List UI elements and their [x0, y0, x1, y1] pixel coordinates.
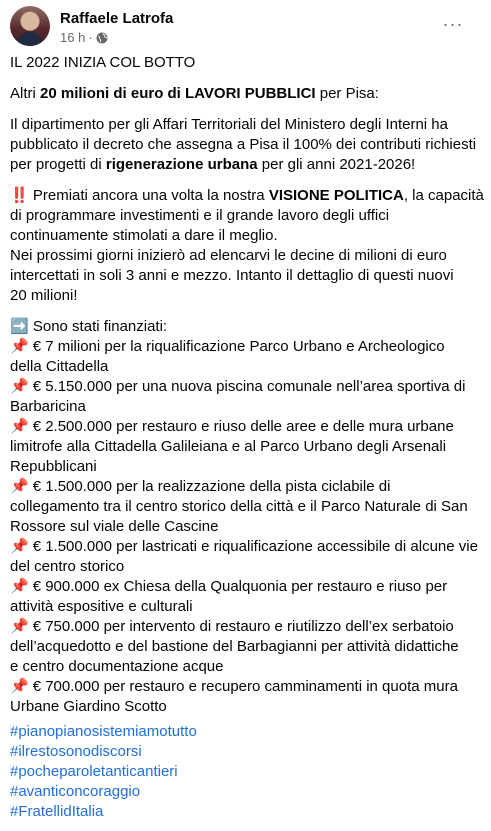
financed-item-line: attività espositive e culturali	[10, 598, 193, 615]
pushpin-emoji: 📌	[10, 538, 29, 555]
financed-item-line: 📌 € 750.000 per intervento di restauro e riutilizzo dell’ex serbatoio	[10, 618, 454, 635]
meta-separator: ·	[88, 30, 93, 45]
post-meta	[60, 30, 108, 46]
financed-item-line: della Cittadella	[10, 358, 109, 375]
financed-item-line: collegamento tra il centro storico della città e il Parco Naturale di San	[10, 498, 468, 515]
financed-item-line: limitrofe alla Cittadella Galileiana e al Parco Urbano degli Arsenali	[10, 438, 447, 455]
post-financed-list: ➡️ Sono stati finanziati: 📌 € 7 milioni per la riqualificazione Parco Urbano e Archeologico della Cittadella 📌 € 5.150.000 per una nuova piscina comunale nell’area sportiva di Barbaricina 📌 € 2.500.000 per restauro e riuso delle aree e delle mura urbane limitrofe alla Cittadella Galileiana e al Parco Urbano degli Arsenali Repubblicani 📌 € 1.500.000 per la realizzazione della pista ciclabile di collegamento tra il centro storico della città e il Parco Naturale di San Rossore sul viale delle Cascine 📌 € 1.500.000 per lastricati e riqualificazione accessibile di alcune vie del centro storico 📌 € 900.000 ex Chiesa della Qualquonia per restauro e riuso per attività espositive e culturali 📌 € 750.000 per intervento di restauro e riutilizzo dell’ex serbatoio dell’acquedotto e del bastione del Barbagianni per attività didattiche e centro documentazione acque 📌 € 700.000 per restauro e recupero camminamenti in quota mura Urbane Giardino Scotto	[10, 318, 478, 715]
post-body	[10, 53, 482, 717]
financed-item-line: e centro documentazione acque	[10, 658, 224, 675]
financed-item-line: 📌 € 700.000 per restauro e recupero camminamenti in quota mura	[10, 678, 458, 695]
financed-item-line: del centro storico	[10, 558, 125, 575]
financed-item-line: 📌 € 5.150.000 per una nuova piscina comunale nell’area sportiva di	[10, 378, 466, 395]
globe-icon[interactable]	[96, 32, 108, 44]
financed-item-line: Urbane Giardino Scotto	[10, 698, 167, 715]
post-paragraph-funding: Altri 20 milioni di euro di LAVORI PUBBLICI per Pisa:	[10, 85, 379, 102]
hashtag-link[interactable]: #ilrestosonodiscorsi	[10, 743, 142, 760]
financed-item-line: Rossore sul viale delle Cascine	[10, 518, 219, 535]
financed-item-line: 📌 € 7 milioni per la riqualificazione Parco Urbano e Archeologico	[10, 338, 445, 355]
pushpin-emoji: 📌	[10, 478, 29, 495]
right-arrow-emoji: ➡️	[10, 318, 29, 335]
post-time[interactable]: 16 h	[60, 30, 86, 45]
post-headline: IL 2022 INIZIA COL BOTTO	[10, 54, 196, 71]
financed-item-line: 📌 € 2.500.000 per restauro e riuso delle aree e delle mura urbane	[10, 418, 454, 435]
author-name[interactable]: Raffaele Latrofa	[60, 10, 174, 27]
financed-item-line: Repubblicani	[10, 458, 97, 475]
hashtag-link[interactable]: #avanticoncoraggio	[10, 783, 141, 800]
pushpin-emoji: 📌	[10, 618, 29, 635]
double-exclamation-emoji: ‼️	[10, 187, 29, 204]
post-header	[10, 6, 485, 48]
hashtag-link[interactable]: #pocheparoletanticantieri	[10, 763, 178, 780]
hashtag-list	[10, 722, 197, 822]
pushpin-emoji: 📌	[10, 338, 29, 355]
financed-item-line: Barbaricina	[10, 398, 86, 415]
post-paragraph-vision: ‼️ Premiati ancora una volta la nostra VISIONE POLITICA, la capacità di programmare investimenti e il grande lavoro degli uffici continuamente stimolati a dare il meglio. Nei prossimi giorni inizierò ad elencarvi le decine di milioni di euro intercettati in soli 3 anni e mezzo. Intanto il dettaglio di questi nuovi 20 milioni!	[10, 187, 484, 304]
pushpin-emoji: 📌	[10, 378, 29, 395]
financed-item-line: 📌 € 900.000 ex Chiesa della Qualquonia per restauro e riuso per	[10, 578, 448, 595]
financed-item-line: 📌 € 1.500.000 per la realizzazione della pista ciclabile di	[10, 478, 391, 495]
hashtag-link[interactable]: #FratellidItalia	[10, 803, 104, 820]
pushpin-emoji: 📌	[10, 418, 29, 435]
avatar[interactable]	[10, 6, 50, 46]
more-options-button[interactable]: ···	[442, 14, 464, 34]
financed-item-line: 📌 € 1.500.000 per lastricati e riqualificazione accessibile di alcune vie	[10, 538, 478, 555]
pushpin-emoji: 📌	[10, 678, 29, 695]
financed-item-line: dell’acquedotto e del bastione del Barbagianni per attività didattiche	[10, 638, 459, 655]
post-paragraph-decree: Il dipartimento per gli Affari Territoriali del Ministero degli Interni ha pubblicato il decreto che assegna a Pisa il 100% dei contributi richiesti per progetti di rigenerazione urbana per gli anni 2021-2026!	[10, 116, 477, 173]
hashtag-link[interactable]: #pianopianosistemiamotutto	[10, 723, 197, 740]
pushpin-emoji: 📌	[10, 578, 29, 595]
